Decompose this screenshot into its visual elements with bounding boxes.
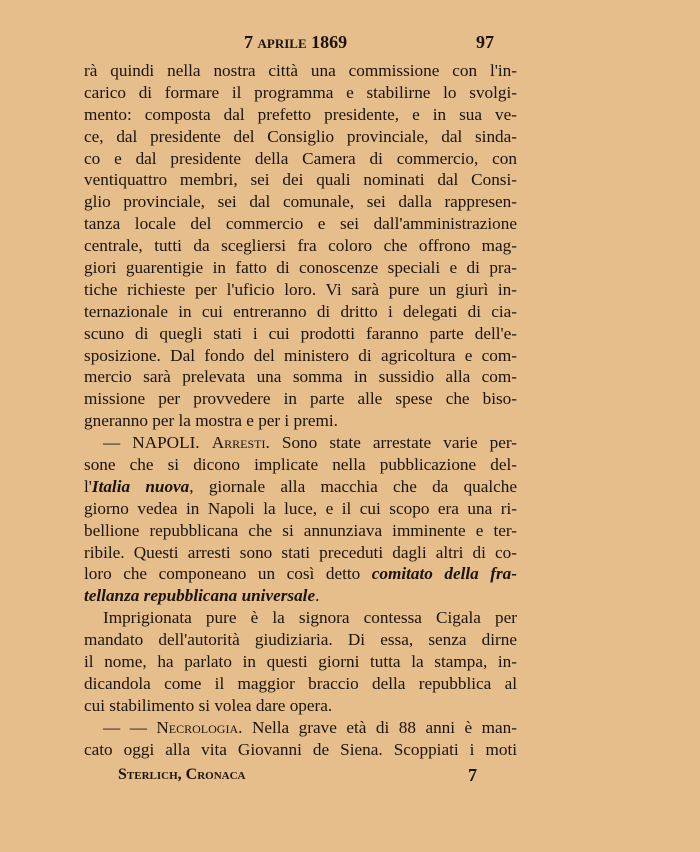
sheet-number: 7 xyxy=(468,765,477,785)
text-line xyxy=(84,476,517,498)
italic-text: Italia nuova xyxy=(91,476,190,496)
text-line xyxy=(84,169,517,191)
text-run: rà quindi nella nostra città una commissione con l'in- xyxy=(84,61,517,80)
text-line xyxy=(84,345,517,367)
text-line xyxy=(84,410,517,432)
text-line xyxy=(84,629,517,651)
text-run: cui stabilimento si volea dare opera. xyxy=(84,695,333,715)
text-line xyxy=(84,126,517,148)
signature-mark: Sterlich, Cronaca xyxy=(118,766,246,783)
text-run: giorno vedea in Napoli la luce, e il cui scopo era una ri- xyxy=(84,498,517,518)
text-line xyxy=(84,366,517,388)
date-year: 1869 xyxy=(311,32,348,52)
text-run: mercio sarà prelevata una somma in sussidio alla com- xyxy=(84,367,517,387)
page-body xyxy=(84,60,517,761)
text-run: ternazionale in cui entreranno di dritto i delegati di cia- xyxy=(84,301,517,321)
text-line xyxy=(84,432,517,454)
paragraph xyxy=(84,607,517,716)
text-run: tiche richieste per l'uficio loro. Vi sarà pure un giurì in- xyxy=(84,279,517,299)
text-line xyxy=(84,717,517,739)
text-line xyxy=(84,301,517,323)
date-day: 7 xyxy=(244,32,253,52)
text-line xyxy=(84,739,517,761)
text-run: sposizione. Dal fondo del ministero di agricoltura e com- xyxy=(84,345,517,365)
text-run: centrale, tutti da scegliersi fra coloro che offrono mag- xyxy=(84,236,517,256)
text-run: co e dal presidente della Camera di commercio, con xyxy=(84,148,517,168)
text-line xyxy=(84,60,517,82)
text-line xyxy=(84,454,517,476)
text-run: gneranno per la mostra e per i premi. xyxy=(84,411,338,431)
page-footer xyxy=(84,764,516,786)
text-run: — — xyxy=(103,717,157,737)
text-line xyxy=(84,213,517,235)
text-line xyxy=(84,607,517,629)
text-line xyxy=(84,257,517,279)
text-run: bellione repubblicana che si annunziava imminente e ter- xyxy=(84,520,517,540)
text-run: dicandola come il maggior braccio della repubblica al xyxy=(84,673,517,693)
text-run: tanza locale del commercio e sei dall'amministrazione xyxy=(84,214,517,234)
page-number: 97 xyxy=(476,32,494,52)
italic-text: tellanza repubblicana universale xyxy=(84,586,316,606)
text-line xyxy=(84,563,517,585)
section-heading: Necrologia. xyxy=(156,717,243,737)
text-run: cato oggi alla vita Giovanni de Siena. Scoppiati i moti xyxy=(84,739,517,759)
text-run: Imprigionata pure è la signora contessa Cigala per xyxy=(103,608,517,628)
text-run: scuno di quegli stati i cui prodotti faranno parte dell'e- xyxy=(84,323,517,343)
text-run: missione per provvedere in parte alle spese che biso- xyxy=(84,389,517,409)
text-line xyxy=(84,235,517,257)
text-run: sone che si dicono implicate nella pubblicazione del- xyxy=(84,455,517,475)
text-line xyxy=(84,695,517,717)
text-run: — NAPOLI. xyxy=(103,433,212,453)
text-run: . xyxy=(315,586,320,606)
text-run: giori guarentigie in fatto di conoscenze speciali e di pra- xyxy=(84,258,517,278)
text-run: il nome, ha parlato in questi giorni tutta la stampa, in- xyxy=(84,652,517,672)
text-run: l' xyxy=(84,476,92,496)
text-line xyxy=(84,498,517,520)
text-line xyxy=(84,673,517,695)
text-run: Sono state arrestate varie per- xyxy=(269,433,517,453)
text-run: mandato dell'autorità giudiziaria. Di essa, senza dirne xyxy=(84,630,517,650)
header-date xyxy=(244,32,347,53)
text-line xyxy=(84,82,517,104)
text-run: Nella grave età di 88 anni è man- xyxy=(242,717,517,737)
text-line xyxy=(84,279,517,301)
section-heading: Arresti. xyxy=(211,433,270,453)
text-run: carico di formare il programma e stabilirne lo svolgi- xyxy=(84,82,517,102)
text-run: , giornale alla macchia che da qualche xyxy=(189,476,518,496)
paragraph xyxy=(84,60,517,432)
text-run: mento: composta dal prefetto presidente, e in sua ve- xyxy=(84,104,517,124)
text-line xyxy=(84,542,517,564)
paragraph xyxy=(84,432,517,607)
date-month: aprile xyxy=(257,32,307,52)
italic-text: comitato della fra- xyxy=(371,564,517,584)
text-run: glio provinciale, sei dal comunale, sei dalla rappresen- xyxy=(84,192,517,212)
text-run: loro che componeano un così detto xyxy=(84,564,372,584)
text-run: ce, dal presidente del Consiglio provinciale, dal sinda- xyxy=(84,126,517,146)
text-line xyxy=(84,388,517,410)
text-line xyxy=(84,585,517,607)
text-line xyxy=(84,520,517,542)
text-line xyxy=(84,148,517,170)
text-line xyxy=(84,104,517,126)
text-line xyxy=(84,191,517,213)
text-line xyxy=(84,651,517,673)
text-line xyxy=(84,323,517,345)
text-run: ribile. Questi arresti sono stati preceduti dagli altri di co- xyxy=(84,542,517,562)
text-run: ventiquattro membri, sei dei quali nominati dal Consi- xyxy=(84,170,517,190)
paragraph xyxy=(84,717,517,761)
running-header xyxy=(84,32,516,56)
